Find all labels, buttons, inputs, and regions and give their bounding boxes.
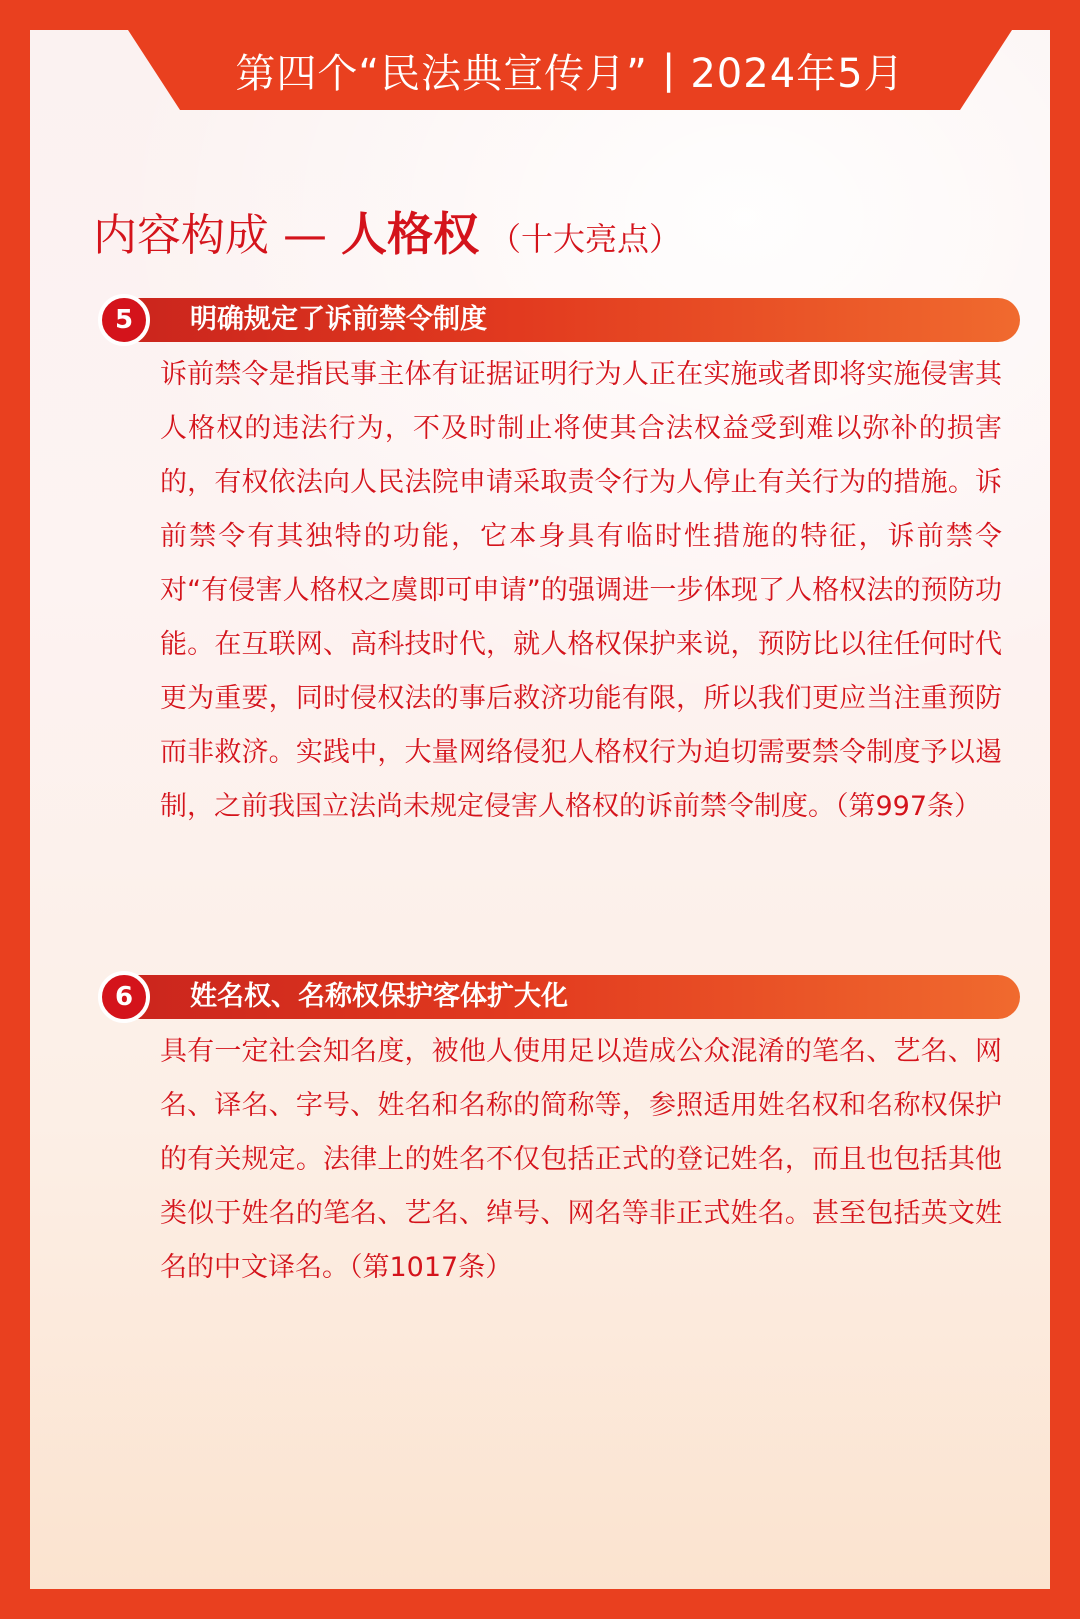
page-title-strong: 人格权 (340, 207, 479, 261)
section-title: 姓名权、名称权保护客体扩大化 (190, 981, 568, 1012)
section-number-badge: 6 (98, 971, 150, 1023)
header-banner (128, 30, 1012, 110)
campaign-title: 第四个“民法典宣传月” (235, 50, 648, 97)
header-text (128, 30, 1012, 110)
section-header-6 (98, 975, 1020, 1019)
header-separator: | (661, 47, 677, 93)
page-title-main: 内容构成 — (93, 210, 341, 261)
section-title: 明确规定了诉前禁令制度 (190, 304, 487, 335)
section-body-6: 具有一定社会知名度，被他人使用足以造成公众混淆的笔名、艺名、网名、译名、字号、姓名和名称的简称等，参照适用姓名权和名称权保护的有关规定。法律上的姓名不仅包括正式的登记姓名，而且也包括其他类似于姓名的笔名、艺名、绰号、网名等非正式姓名。甚至包括英文姓名的中文译名。（第1017条） (160, 1036, 1002, 1283)
section-number-badge: 5 (98, 294, 150, 346)
content-panel (30, 30, 1050, 1589)
section-body-5: 诉前禁令是指民事主体有证据证明行为人正在实施或者即将实施侵害其人格权的违法行为，不及时制止将使其合法权益受到难以弥补的损害的，有权依法向人民法院申请采取责令行为人停止有关行为的措施。诉前禁令有其独特的功能，它本身具有临时性措施的特征，诉前禁令对“有侵害人格权之虞即可申请”的强调进一步体现了人格权法的预防功能。在互联网、高科技时代，就人格权保护来说，预防比以往任何时代更为重要，同时侵权法的事后救济功能有限，所以我们更应当注重预防而非救济。实践中，大量网络侵犯人格权行为迫切需要禁令制度予以遏制，之前我国立法尚未规定侵害人格权的诉前禁令制度。（第997条） (160, 359, 1002, 822)
campaign-date: 2024年5月 (690, 50, 905, 97)
section-header-5 (98, 298, 1020, 342)
page-title-sub: （十大亮点） (488, 220, 681, 258)
page-title (93, 198, 681, 264)
